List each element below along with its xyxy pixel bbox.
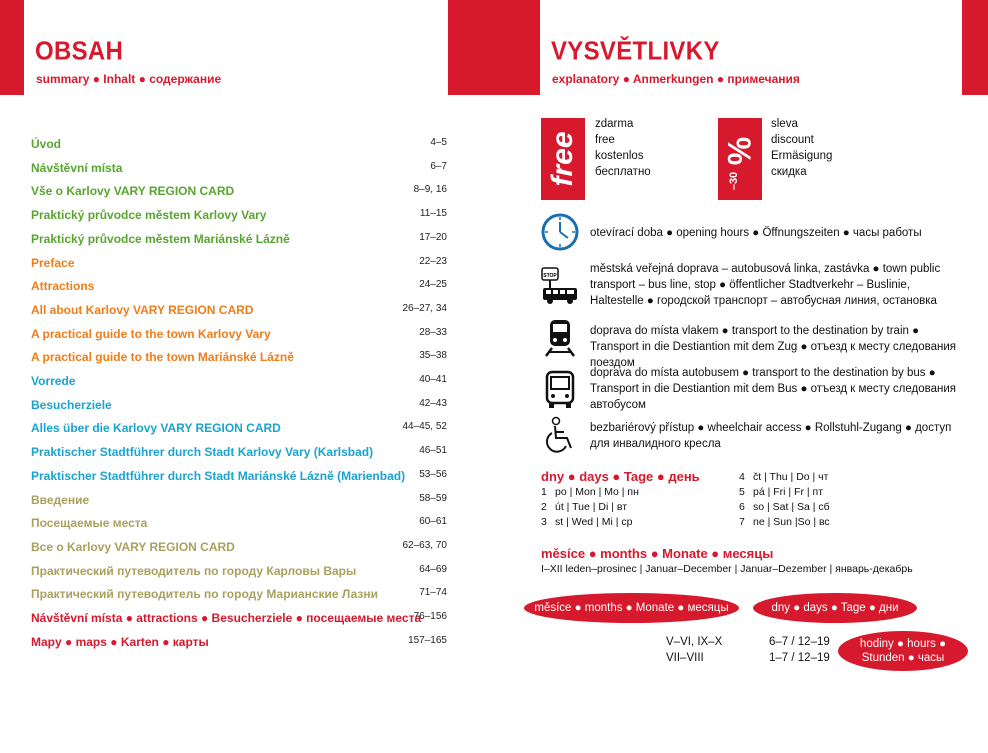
toc-title: Посещаемые места	[31, 516, 148, 531]
toc-title: Alles über die Karlovy VARY REGION CARD	[31, 421, 281, 436]
bus-stop-icon	[540, 266, 580, 306]
toc-row	[31, 374, 447, 392]
toc-row	[31, 327, 447, 345]
toc-pages: 28–33	[419, 326, 447, 338]
toc-pages: 60–61	[419, 516, 447, 528]
toc-title: Vše o Karlovy VARY REGION CARD	[31, 184, 235, 199]
toc-pages: 17–20	[419, 231, 447, 243]
toc-pages: 157–165	[408, 634, 447, 646]
toc-pages: 76–156	[413, 611, 447, 622]
months-heading: měsíce ● months ● Monate ● месяцы	[541, 546, 774, 561]
days-heading: dny ● days ● Tage ● день	[541, 469, 700, 484]
months-bubble: měsíce ● months ● Monate ● месяцы	[524, 593, 739, 623]
toc-row	[31, 564, 447, 582]
toc-row	[31, 137, 447, 155]
toc-row	[31, 161, 447, 179]
svg-text:STOP: STOP	[543, 273, 557, 279]
train-icon	[540, 318, 580, 358]
toc-pages: 62–63, 70	[402, 539, 447, 551]
toc-title: Введение	[31, 492, 90, 507]
toc-pages: 44–45, 52	[402, 421, 447, 433]
example-months-value: V–VI, IX–X	[666, 636, 723, 648]
toc-row	[31, 587, 447, 605]
toc-row	[31, 611, 447, 629]
toc-row	[31, 256, 447, 274]
explanation-train: doprava do místa vlakem ● transport to the destination by train ● Transport in die Destiantion mit dem Zug ● отъезд к месту следования поездом	[590, 325, 957, 369]
toc-pages: 46–51	[419, 445, 447, 457]
page-subtitle-vysvetlivky: explanatory ● Anmerkungen ● примечания	[552, 72, 800, 86]
discount-line: скидка	[771, 166, 807, 178]
wheelchair-icon	[540, 416, 580, 456]
toc-row	[31, 208, 447, 226]
explanation-public-transport: městská veřejná doprava – autobusová linka, zastávka ● town public transport – bus line, stop ● öffentlicher Stadtverkehr – Buslinie, Haltestelle ● городской транспорт – автобусная линия, остановка	[590, 263, 941, 307]
toc-title: Praktický průvodce městem Karlovy Vary	[31, 208, 267, 223]
discount-amount: –30	[728, 171, 740, 191]
toc-pages: 6–7	[430, 160, 447, 172]
toc-pages: 26–27, 34	[402, 302, 447, 314]
toc-pages: 4–5	[430, 137, 447, 148]
example-months-value: VII–VIII	[666, 652, 704, 664]
toc-pages: 11–15	[419, 208, 447, 220]
toc-title: Praktický průvodce městem Mariánské Lázně	[31, 231, 290, 246]
toc-title: Návštěvní místa ● attractions ● Besucherziele ● посещаемые места	[31, 611, 422, 625]
toc-title: Практический путеводитель по городу Марианские Лазни	[31, 587, 379, 602]
toc-row	[31, 421, 447, 439]
toc-title: Úvod	[31, 137, 61, 151]
toc-row	[31, 516, 447, 534]
toc-pages: 71–74	[419, 587, 447, 599]
bus-icon	[540, 370, 580, 410]
toc-title: Praktischer Stadtführer durch Stadt Karlovy Vary (Karlsbad)	[31, 445, 374, 460]
free-badge	[541, 118, 585, 200]
toc-title: Besucherziele	[31, 397, 112, 412]
day-item: 1 po | Mon | Mo | пн	[541, 486, 639, 498]
toc-title: Preface	[31, 255, 75, 270]
free-line: zdarma	[595, 118, 634, 130]
discount-badge	[718, 118, 762, 200]
toc-row	[31, 279, 447, 297]
toc-pages: 40–41	[419, 374, 447, 385]
right-header	[540, 31, 962, 95]
hours-bubble-line: hodiny ● hours ●	[859, 638, 947, 650]
page-title-obsah: OBSAH	[35, 37, 124, 67]
toc-title: A practical guide to the town Mariánské Lázně	[31, 350, 294, 365]
toc-row	[31, 635, 447, 653]
explanation-opening-hours: otevírací doba ● opening hours ● Öffnungszeiten ● часы работы	[590, 227, 922, 239]
day-item: 7 ne | Sun |So | вс	[739, 516, 830, 528]
page-subtitle-obsah: summary ● Inhalt ● содержание	[36, 72, 222, 86]
toc-row	[31, 350, 447, 368]
discount-legend	[771, 116, 832, 180]
free-legend	[595, 116, 651, 180]
toc-title: Vorrede	[31, 374, 76, 388]
toc-title: Návštěvní místa	[31, 160, 123, 175]
day-item: 3 st | Wed | Mi | ср	[541, 516, 633, 528]
day-item: 5 pá | Fri | Fr | пт	[739, 486, 824, 498]
toc-title: Mapy ● maps ● Karten ● карты	[31, 634, 209, 649]
toc-row	[31, 232, 447, 250]
toc-pages: 42–43	[419, 397, 447, 409]
page-title-vysvetlivky: VYSVĚTLIVKY	[551, 37, 720, 67]
toc-row	[31, 445, 447, 463]
toc-pages: 53–56	[419, 468, 447, 480]
header-band-right	[962, 0, 988, 95]
toc-title: Praktischer Stadtführer durch Stadt Mariánské Lázně (Marienbad)	[31, 468, 406, 483]
percent-symbol: %	[721, 136, 758, 166]
toc-row	[31, 540, 447, 558]
toc-title: A practical guide to the town Karlovy Vary	[31, 326, 271, 341]
toc-pages: 58–59	[419, 492, 447, 504]
free-line: free	[595, 134, 615, 146]
day-item: 4 čt | Thu | Do | чт	[739, 471, 829, 483]
header-band-left	[0, 0, 24, 95]
left-header	[24, 31, 448, 95]
clock-icon	[540, 212, 580, 252]
toc-title: Практический путеводитель по городу Карловы Вары	[31, 563, 357, 578]
free-line: kostenlos	[595, 150, 644, 162]
toc-row	[31, 303, 447, 321]
toc-title: All about Karlovy VARY REGION CARD	[31, 302, 254, 317]
example-days-value: 1–7 / 12–19	[769, 652, 830, 664]
toc-pages: 22–23	[419, 255, 447, 267]
free-badge-label: free	[546, 131, 579, 187]
discount-line: discount	[771, 134, 814, 146]
explanation-bus: doprava do místa autobusem ● transport to the destination by bus ● Transport in die Destiantion mit dem Bus ● отъезд к месту следования автобусом	[590, 367, 957, 411]
toc-row	[31, 493, 447, 511]
hours-bubble-line: Stunden ● часы	[861, 652, 945, 664]
toc-pages: 35–38	[419, 350, 447, 362]
days-bubble: dny ● days ● Tage ● дни	[753, 593, 917, 623]
toc-row	[31, 398, 447, 416]
explanation-wheelchair: bezbariérový přístup ● wheelchair access ● Rollstuhl-Zugang ● доступ для инвалидного кресла	[590, 422, 952, 450]
hours-bubble	[838, 631, 968, 671]
toc-title: Все о Karlovy VARY REGION CARD	[31, 539, 235, 554]
example-days-value: 6–7 / 12–19	[769, 636, 830, 648]
months-line: I–XII leden–prosinec | Januar–December | Januar–Dezember | январь-декабрь	[541, 563, 913, 575]
toc-pages: 64–69	[419, 563, 447, 575]
day-item: 2 út | Tue | Di | вт	[541, 501, 628, 513]
discount-line: sleva	[771, 118, 798, 130]
free-line: бесплатно	[595, 166, 651, 178]
toc-title: Attractions	[31, 279, 95, 294]
discount-line: Ermäsigung	[771, 150, 833, 162]
toc-pages: 24–25	[419, 279, 447, 291]
toc-pages: 8–9, 16	[413, 184, 447, 196]
day-item: 6 so | Sat | Sa | сб	[739, 501, 830, 513]
toc-row	[31, 469, 447, 487]
toc-row	[31, 184, 447, 202]
header-band-middle	[448, 0, 540, 95]
